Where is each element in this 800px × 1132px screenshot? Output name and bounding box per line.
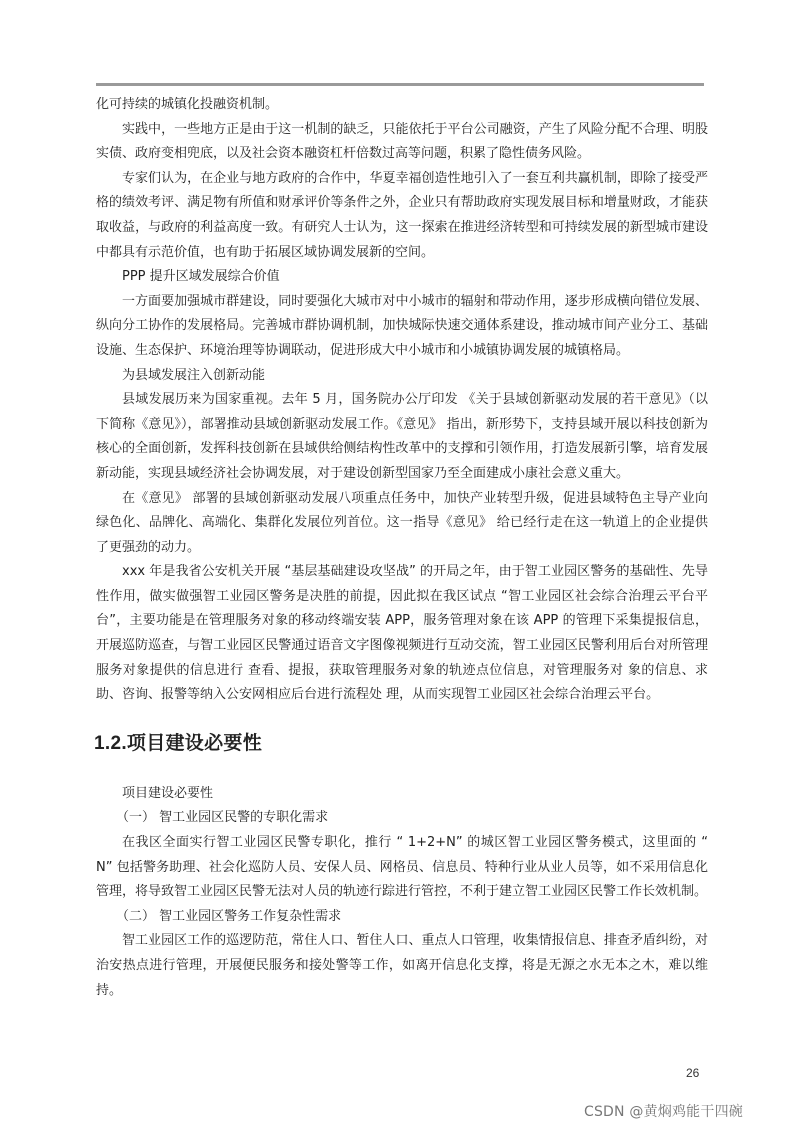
- subheading: 项目建设必要性: [122, 785, 214, 801]
- paragraph: 一方面要加强城市群建设，同时要强化大城市对中小城市的辐射和带动作用，逐步形成横向错位发展、纵向分工协作的发展格局。完善城市群协调机制，加快城际快速交通体系建设，推动城市间产业分工、基础设施、生态保护、环境治理等协调联动，促进形成大中小城市和小城镇协调发展的城镇格局。: [96, 293, 708, 358]
- paragraph: 专家们认为，在企业与地方政府的合作中，华夏幸福创造性地引入了一套互利共赢机制，即除了接受严格的绩效考评、满足物有所值和财承评价等条件之外，企业只有帮助政府实现发展目标和增量财政，才能获取收益，与政府的利益高度一致。有研究人士认为，这一探索在推进经济转型和可持续发展的新型城市建设中都具有示范价值，也有助于拓展区域协调发展新的空间。: [96, 170, 708, 260]
- paragraph: 实践中，一些地方正是由于这一机制的缺乏，只能依托于平台公司融资，产生了风险分配不合理、明股实债、政府变相兜底，以及社会资本融资杠杆倍数过高等问题，积累了隐性债务风险。: [96, 121, 708, 162]
- paragraph: 化可持续的城镇化投融资机制。: [96, 97, 279, 112]
- paragraph: 在《意见》 部署的县域创新驱动发展八项重点任务中，加快产业转型升级，促进县域特色主导产业向绿色化、品牌化、高端化、集群化发展位列首位。这一指导《意见》 给已经行走在这一轨道上的企业提供了更强劲的动力。: [96, 490, 708, 555]
- page-number: 26: [686, 1066, 700, 1080]
- paragraph: 县域发展历来为国家重视。去年 5 月，国务院办公厅印发 《关于县域创新驱动发展的若干意见》（以下简称《意见》），部署推动县域创新驱动发展工作。《意见》 指出，新形势下，支持县域开展以科技创新为核心的全面创新，发挥科技创新在县域供给侧结构性改革中的支撑和引领作用，打造发展新引擎，培育发展新动能，实现县域经济社会协调发展，对于建设创新型国家乃至全面建成小康社会意义重大。: [96, 392, 708, 481]
- watermark: CSDN @黄焖鸡能干四碗: [584, 1104, 743, 1120]
- subheading: （一） 智工业园区民警的专职化需求: [116, 810, 329, 826]
- paragraph: xxx 年是我省公安机关开展 “基层基础建设攻坚战” 的开局之年，由于智工业园区警务的基础性、先导性作用，做实做强智工业园区警务是决胜的前提，因此拟在我区试点 “智工业园区社会综合治理云平台平台”，主要功能是在管理服务对象的移动终端安装 APP，服务管理对象在该 APP 的管理下采集提报信息，开展巡防巡查，与智工业园区民警通过语音文字图像视频进行互动交流，智工业园区民警利用后台对所管理服务对象提供的信息进行 查看、提报，获取管理服务对象的轨迹点位信息，对管理服务对 象的信息、求助、咨询、报警等纳入公安网相应后台进行流程处 理，从而实现智工业园区社会综合治理云平台。: [96, 564, 708, 703]
- section-heading: 1.2.项目建设必要性: [94, 732, 262, 754]
- subheading: 为县域发展注入创新动能: [122, 367, 266, 383]
- header-rule: [96, 83, 704, 86]
- document-body: [96, 93, 708, 1003]
- subheading: （二） 智工业园区警务工作复杂性需求: [116, 908, 342, 924]
- paragraph: 智工业园区工作的巡逻防范，常住人口、暂住人口、重点人口管理，收集情报信息、排查矛盾纠纷，对治安热点进行管理，开展便民服务和接处警等工作，如离开信息化支撑，将是无源之水无本之木，难以维持。: [96, 933, 708, 998]
- subheading: PPP 提升区域发展综合价值: [122, 269, 280, 285]
- paragraph: 在我区全面实行智工业园区民警专职化，推行 “ 1+2+N” 的城区智工业园区警务模式，这里面的 “ N” 包括警务助理、社会化巡防人员、安保人员、网格员、信息员、特种行业从业人员等，如不采用信息化管理，将导致智工业园区民警无法对人员的轨迹行踪进行管控，不利于建立智工业园区民警工作长效机制。: [96, 835, 708, 900]
